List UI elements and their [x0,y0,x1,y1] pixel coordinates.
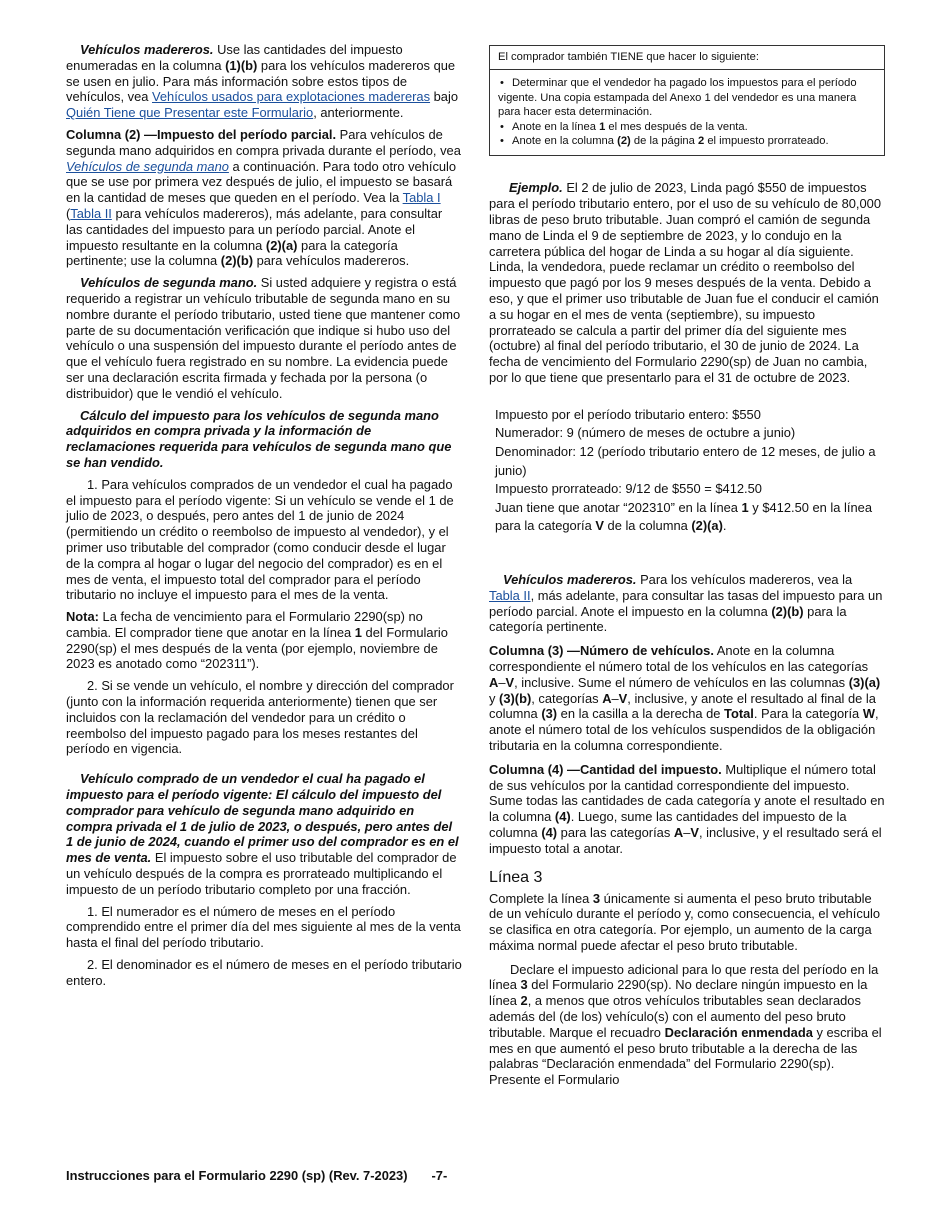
paragraph-column-3: Columna (3) —Número de vehículos. Anote en la columna correspondiente el número total de los vehículos en las categorías A–V, inclusive. Sume el número de vehículos en las columnas (3)(a) y (3)(b), categorías A–V, inclusive, y anote el resultado al final de la columna (3) en la casilla a la derecha de Total. Para la categoría W, anote el número total de los vehículos suspendidos de la obligación tributaria en la columna correspondiente. [489,643,881,753]
heading-tax-computation: Cálculo del impuesto para los vehículos de segunda mano adquiridos en compra privada y la información de reclamaciones requerida para vehículos de segunda mano que se han vendido. [66,407,452,470]
paragraph-column-2: Columna (2) —Impuesto del período parcial. Para vehículos de segunda mano adquiridos en compra privada durante el período, vea Vehículos de segunda mano a continuación. Para todo otro vehículo que se use por primera vez después de julio, el impuesto se basará en la cantidad de meses que queden en el período. Vea la Tabla I (Tabla II para vehículos madereros), más adelante, para consultar las cantidades del impuesto para un período parcial. Anote el impuesto resultante en la columna (2)(a) para la categoría pertinente; use la columna (2)(b) para vehículos madereros. [66,126,461,269]
link-table-1[interactable]: Tabla I [402,190,441,206]
calc-line: Denominador: 12 (período tributario entero de 12 meses, de julio a junio) [495,443,876,478]
paragraph-example: Ejemplo. El 2 de julio de 2023, Linda pagó $550 de impuestos para el período tributario entero, por el uso de su vehículo de 80,000 libras de peso bruto tributable. Juan compró el camión de segunda mano de Linda el 9 de septiembre de 2023, y lo condujo en la carretera pública del hogar de Linda a su hogar al día siguiente. Linda, la vendedora, puede reclamar un crédito o reembolso del impuesto que pagó por los 9 meses después de la venta. Debido a eso, y que el primer uso tributable de Juan fue el conducir el camión a su hogar en el mes de venta (septiembre), su impuesto prorrateado se calcula a partir del primer día del siguiente mes (octubre) al final del período tributario, el 30 de junio de 2024. La fecha de vencimiento del Formulario 2290(sp) de Juan no cambia, por lo que tiene que presentarlo para el 31 de octubre de 2023. [489,180,881,385]
calc-line: Numerador: 9 (número de meses de octubre a junio) [495,425,796,441]
box-item: • Anote en la línea 1 el mes después de la venta. [498,120,876,134]
page-number: -7- [431,1168,448,1183]
paragraph-column-4: Columna (4) —Cantidad del impuesto. Multiplique el número total de sus vehículos por la cantidad correspondiente del impuesto. Sume todas las cantidades de cada categoría y anote el resultado en la columna (4). Luego, sume las cantidades del impuesto de la columna (4) para las categorías A–V, inclusive, y el resultado será el impuesto total a anotar. [489,761,885,856]
paragraph-note: Nota: La fecha de vencimiento para el Formulario 2290(sp) no cambia. El comprador tiene que anotar en la línea 1 del Formulario 2290(sp) el mes después de la venta (por ejemplo, noviembre de 2023 es anotado como “202311”). [66,609,448,672]
paragraph-denominator: 2. El denominador es el número de meses en el período tributario entero. [66,957,462,988]
left-column [66,42,462,995]
heading-line-3: Línea 3 [489,868,543,886]
calc-line: Impuesto por el período tributario entero: $550 [495,406,761,422]
box-list [490,70,884,155]
link-table-2[interactable]: Tabla II [70,205,112,221]
right-column [489,45,885,1094]
paragraph-item-2: 2. Si se vende un vehículo, el nombre y dirección del comprador (junto con la información requerida anteriormente) tienen que ser incluidos con la reclamación del vendedor para un crédito o reembolso del impuesto pagado para los meses restantes del período en vigencia. [66,678,454,757]
example-calculation [495,406,885,536]
link-logging-vehicles[interactable]: Vehículos usados para explotaciones madereras [152,89,431,105]
link-used-vehicles[interactable]: Vehículos de segunda mano [66,158,229,174]
paragraph-additional-tax: Declare el impuesto adicional para lo que resta del período en la línea 3 del Formulario 2290(sp). No declare ningún impuesto en la línea 2, a menos que otros vehículos tributables sean declarados además del (de los) vehículo(s) con el aumento del peso bruto tributable. Marque el recuadro Declaración enmendada y escriba el mes en que aumentó el peso bruto tributable a la derecha de las palabras “Declaración enmendada” del Formulario 2290(sp). Presente el Formulario [489,961,882,1088]
box-item: • Anote en la columna (2) de la página 2 el impuesto prorrateado. [498,134,876,148]
page-footer [66,1168,447,1184]
link-who-must-file[interactable]: Quién Tiene que Presentar este Formulario [66,105,314,121]
buyer-requirements-box [489,45,885,156]
paragraph-buyer-tax: Vehículo comprado de un vendedor el cual ha pagado el impuesto para el período vigente: El cálculo del impuesto del comprador para vehículo de segunda mano adquirido en compra privada el 1 de julio de 2023, o después, pero antes del 1 de junio de 2024, cuando el primer uso del comprador es en el mes de venta. El impuesto sobre el uso tributable del comprador de un vehículo después de la compra es prorrateado multiplicando el impuesto de un período tributario completo por una fracción. [66,771,459,897]
paragraph-logging-vehicles: Vehículos madereros. Use las cantidades del impuesto enumeradas en la columna (1)(b) para los vehículos madereros que se usen en julio. Para más información sobre estos tipos de vehículos, vea Vehículos usados para explotaciones madereras bajo Quién Tiene que Presentar este Formulario, anteriormente. [66,42,458,121]
link-table-2b[interactable]: Tabla II [489,587,531,603]
paragraph-item-1: 1. Para vehículos comprados de un vendedor el cual ha pagado el impuesto para el período vigente: Si un vehículo se vende el 1 de julio de 2023, o después, pero antes del 1 de junio de 2024 (permitiendo un crédito o reembolso de impuesto al vendedor), y el primer uso tributable del comprador (como conducir desde el lugar de la compra al hogar o lugar del negocio del comprador) es en el mes de venta, el impuesto total del comprador para el período tributario no incluye el impuesto para el mes de la venta. [66,476,454,603]
box-header: El comprador también TIENE que hacer lo siguiente: [490,46,884,70]
paragraph-used-vehicles: Vehículos de segunda mano. Si usted adquiere y registra o está requerido a registrar un vehículo tributable de segunda mano en su nombre durante el período tributario, usted tiene que mantener como parte de su documentación verificación que indique si hubo uso del vehículo o una suspensión del impuesto durante el período antes de que el vehículo fuera registrado en su nombre. La evidencia puede ser una declaración escrita firmada y fechada por la persona (o distribuidor) que le vendió el vehículo. [66,275,461,401]
footer-title: Instrucciones para el Formulario 2290 (sp) (Rev. 7-2023) [66,1168,408,1183]
paragraph-numerator: 1. El numerador es el número de meses en el período comprendido entre el primer día del mes siguiente al mes de la venta hasta el final del período tributario. [66,903,461,951]
box-item: • Determinar que el vendedor ha pagado los impuestos para el período vigente. Una copia estampada del Anexo 1 del vendedor es una manera para hacer esta determinación. [498,76,876,119]
paragraph-line-3: Complete la línea 3 únicamente si aumenta el peso bruto tributable de un vehículo durante el período y, como consecuencia, el vehículo se clasifica en otra categoría. Por ejemplo, un aumento de la carga máxima normal puede afectar el peso bruto tributable. [489,890,881,953]
calc-line: Juan tiene que anotar “202310” en la línea 1 y $412.50 en la línea para la categoría V de la columna (2)(a). [495,499,872,534]
calc-line: Impuesto prorrateado: 9/12 de $550 = $412.50 [495,481,762,497]
paragraph-logging-vehicles-2: Vehículos madereros. Para los vehículos madereros, vea la Tabla II, más adelante, para consultar las tasas del impuesto para un período parcial. Anote el impuesto en la columna (2)(b) para la categoría pertinente. [489,571,883,635]
